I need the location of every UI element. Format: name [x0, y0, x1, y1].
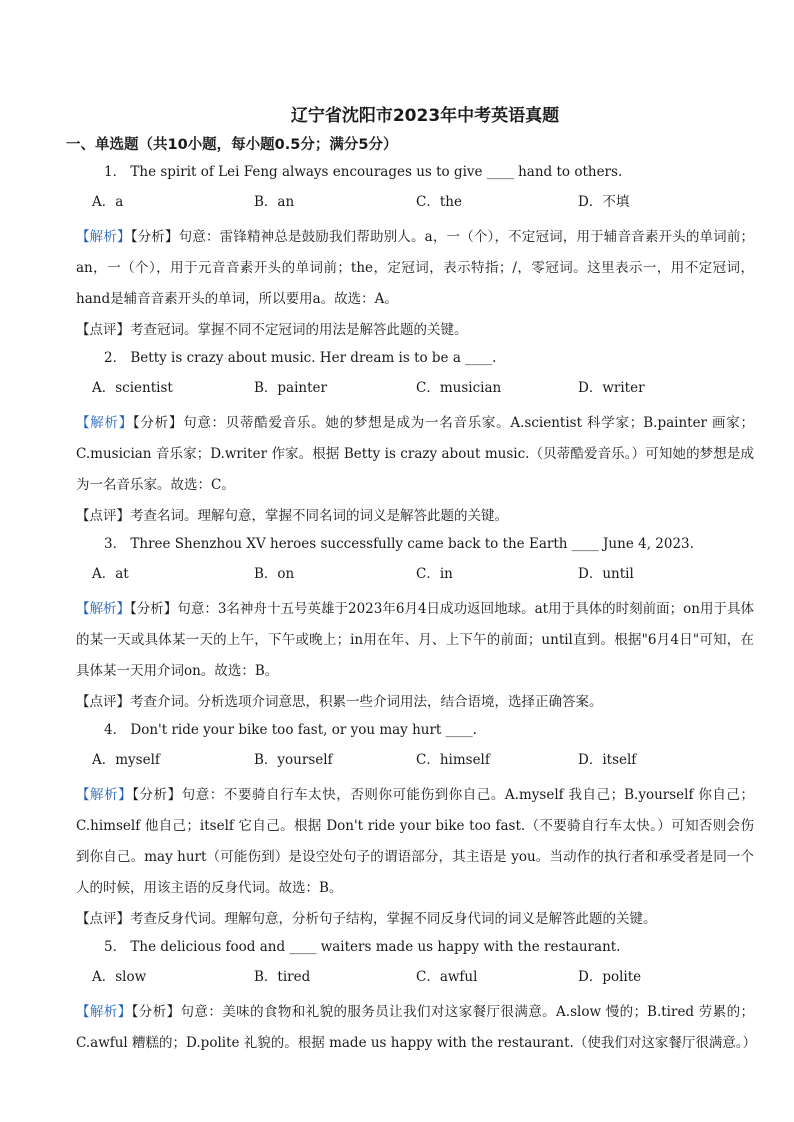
comment-paragraph: 【点评】考查名词。理解句意，掌握不同名词的词义是解答此题的关键。 — [76, 508, 508, 524]
question-stem: 5． The delicious food and ____ waiters made us happy with the restaurant. — [104, 939, 621, 955]
option-d: D．不填 — [578, 194, 630, 210]
analysis-text: 【分析】句意：不要骑自行车太快，否则你可能伤到你自己。A.myself 我自己；B.yourself 你自己；C.himself 他自己；itself 它自己。根据 Don't ride your bike too fast.（不要骑自行车太快。）可知否则会伤到你自己。may hurt（可能伤到）是设空处句子的谓语部分，其主语是 you。当动作的执行者和承受者是同一个人的时候，用该主语的反身代词。故选：B。 — [76, 787, 754, 896]
jiexi-tag: 【解析】 — [76, 601, 131, 617]
options-row — [92, 192, 754, 212]
jiexi-tag: 【解析】 — [76, 787, 133, 803]
option-c: C．himself — [416, 752, 490, 768]
analysis-text: 【分析】句意：贝蒂酷爱音乐。她的梦想是成为一名音乐家。A.scientist 科学家；B.painter 画家；C.musician 音乐家；D.writer 作家。根据 Betty is crazy about music.（贝蒂酷爱音乐。）可知她的梦想是成为一名音乐家。故选：C。 — [76, 415, 754, 493]
question-stem: 2． Betty is crazy about music. Her dream is to be a ____. — [104, 350, 497, 366]
options-row — [92, 378, 754, 398]
analysis-text: 【分析】句意：3名神舟十五号英雄于2023年6月4日成功返回地球。at用于具体的时刻前面；on用于具体的某一天或具体某一天的上午，下午或晚上；in用在年、月、上下午的前面；until直到。根据"6月4日"可知，在具体某一天用介词on。故选：B。 — [76, 601, 755, 679]
analysis-text: 【分析】句意：美味的食物和礼貌的服务员让我们对这家餐厅很满意。A.slow 慢的；B.tired 劳累的；C.awful 糟糕的；D.polite 礼貌的。根据 made us happy with the restaurant.（使我们对这家餐厅很满意。） — [76, 1004, 757, 1051]
option-a: A．a — [92, 194, 124, 210]
options-row — [92, 564, 754, 584]
option-d: D．until — [578, 566, 634, 582]
option-b: B．an — [254, 194, 295, 210]
jiexi-tag: 【解析】 — [76, 1004, 132, 1020]
option-b: B．painter — [254, 380, 327, 396]
option-a: A．at — [92, 566, 129, 582]
analysis-paragraph — [76, 594, 754, 687]
option-b: B．on — [254, 566, 295, 582]
section-heading: 一、单选题（共10小题，每小题0.5分；满分5分） — [66, 137, 398, 153]
option-d: D．polite — [578, 969, 642, 985]
question-stem: 3． Three Shenzhou XV heroes successfully came back to the Earth ____ June 4, 2023. — [104, 536, 694, 552]
option-b: B．tired — [254, 969, 311, 985]
analysis-paragraph — [76, 222, 754, 315]
option-d: D．itself — [578, 752, 637, 768]
option-a: A．scientist — [92, 380, 173, 396]
comment-paragraph: 【点评】考查冠词。掌握不同不定冠词的用法是解答此题的关键。 — [76, 322, 468, 338]
comment-paragraph: 【点评】考查反身代词。理解句意，分析句子结构，掌握不同反身代词的词义是解答此题的关键。 — [76, 911, 657, 927]
option-c: C．the — [416, 194, 462, 210]
jiexi-tag: 【解析】 — [76, 229, 131, 245]
options-row — [92, 967, 754, 987]
option-c: C．musician — [416, 380, 502, 396]
question-stem: 4． Don't ride your bike too fast, or you may hurt ____. — [104, 722, 477, 738]
jiexi-tag: 【解析】 — [76, 415, 133, 431]
option-d: D．writer — [578, 380, 645, 396]
option-c: C．awful — [416, 969, 478, 985]
analysis-paragraph — [76, 997, 757, 1059]
options-row — [92, 750, 754, 770]
question-stem: 1． The spirit of Lei Feng always encourages us to give ____ hand to others. — [104, 164, 623, 180]
analysis-text: 【分析】句意：雷锋精神总是鼓励我们帮助别人。a，一（个），不定冠词，用于辅音音素开头的单词前；an，一（个），用于元音音素开头的单词前；the，定冠词，表示特指；/，零冠词。这里表示一，用不定冠词，hand是辅音音素开头的单词，所以要用a。故选：A。 — [76, 229, 754, 307]
option-a: A．myself — [92, 752, 160, 768]
page-title: 辽宁省沈阳市2023年中考英语真题 — [290, 106, 560, 126]
option-b: B．yourself — [254, 752, 333, 768]
analysis-paragraph — [76, 408, 754, 501]
option-a: A．slow — [92, 969, 147, 985]
analysis-paragraph — [76, 780, 754, 904]
comment-paragraph: 【点评】考查介词。分析选项介词意思，积累一些介词用法，结合语境，选择正确答案。 — [76, 694, 603, 710]
option-c: C．in — [416, 566, 453, 582]
